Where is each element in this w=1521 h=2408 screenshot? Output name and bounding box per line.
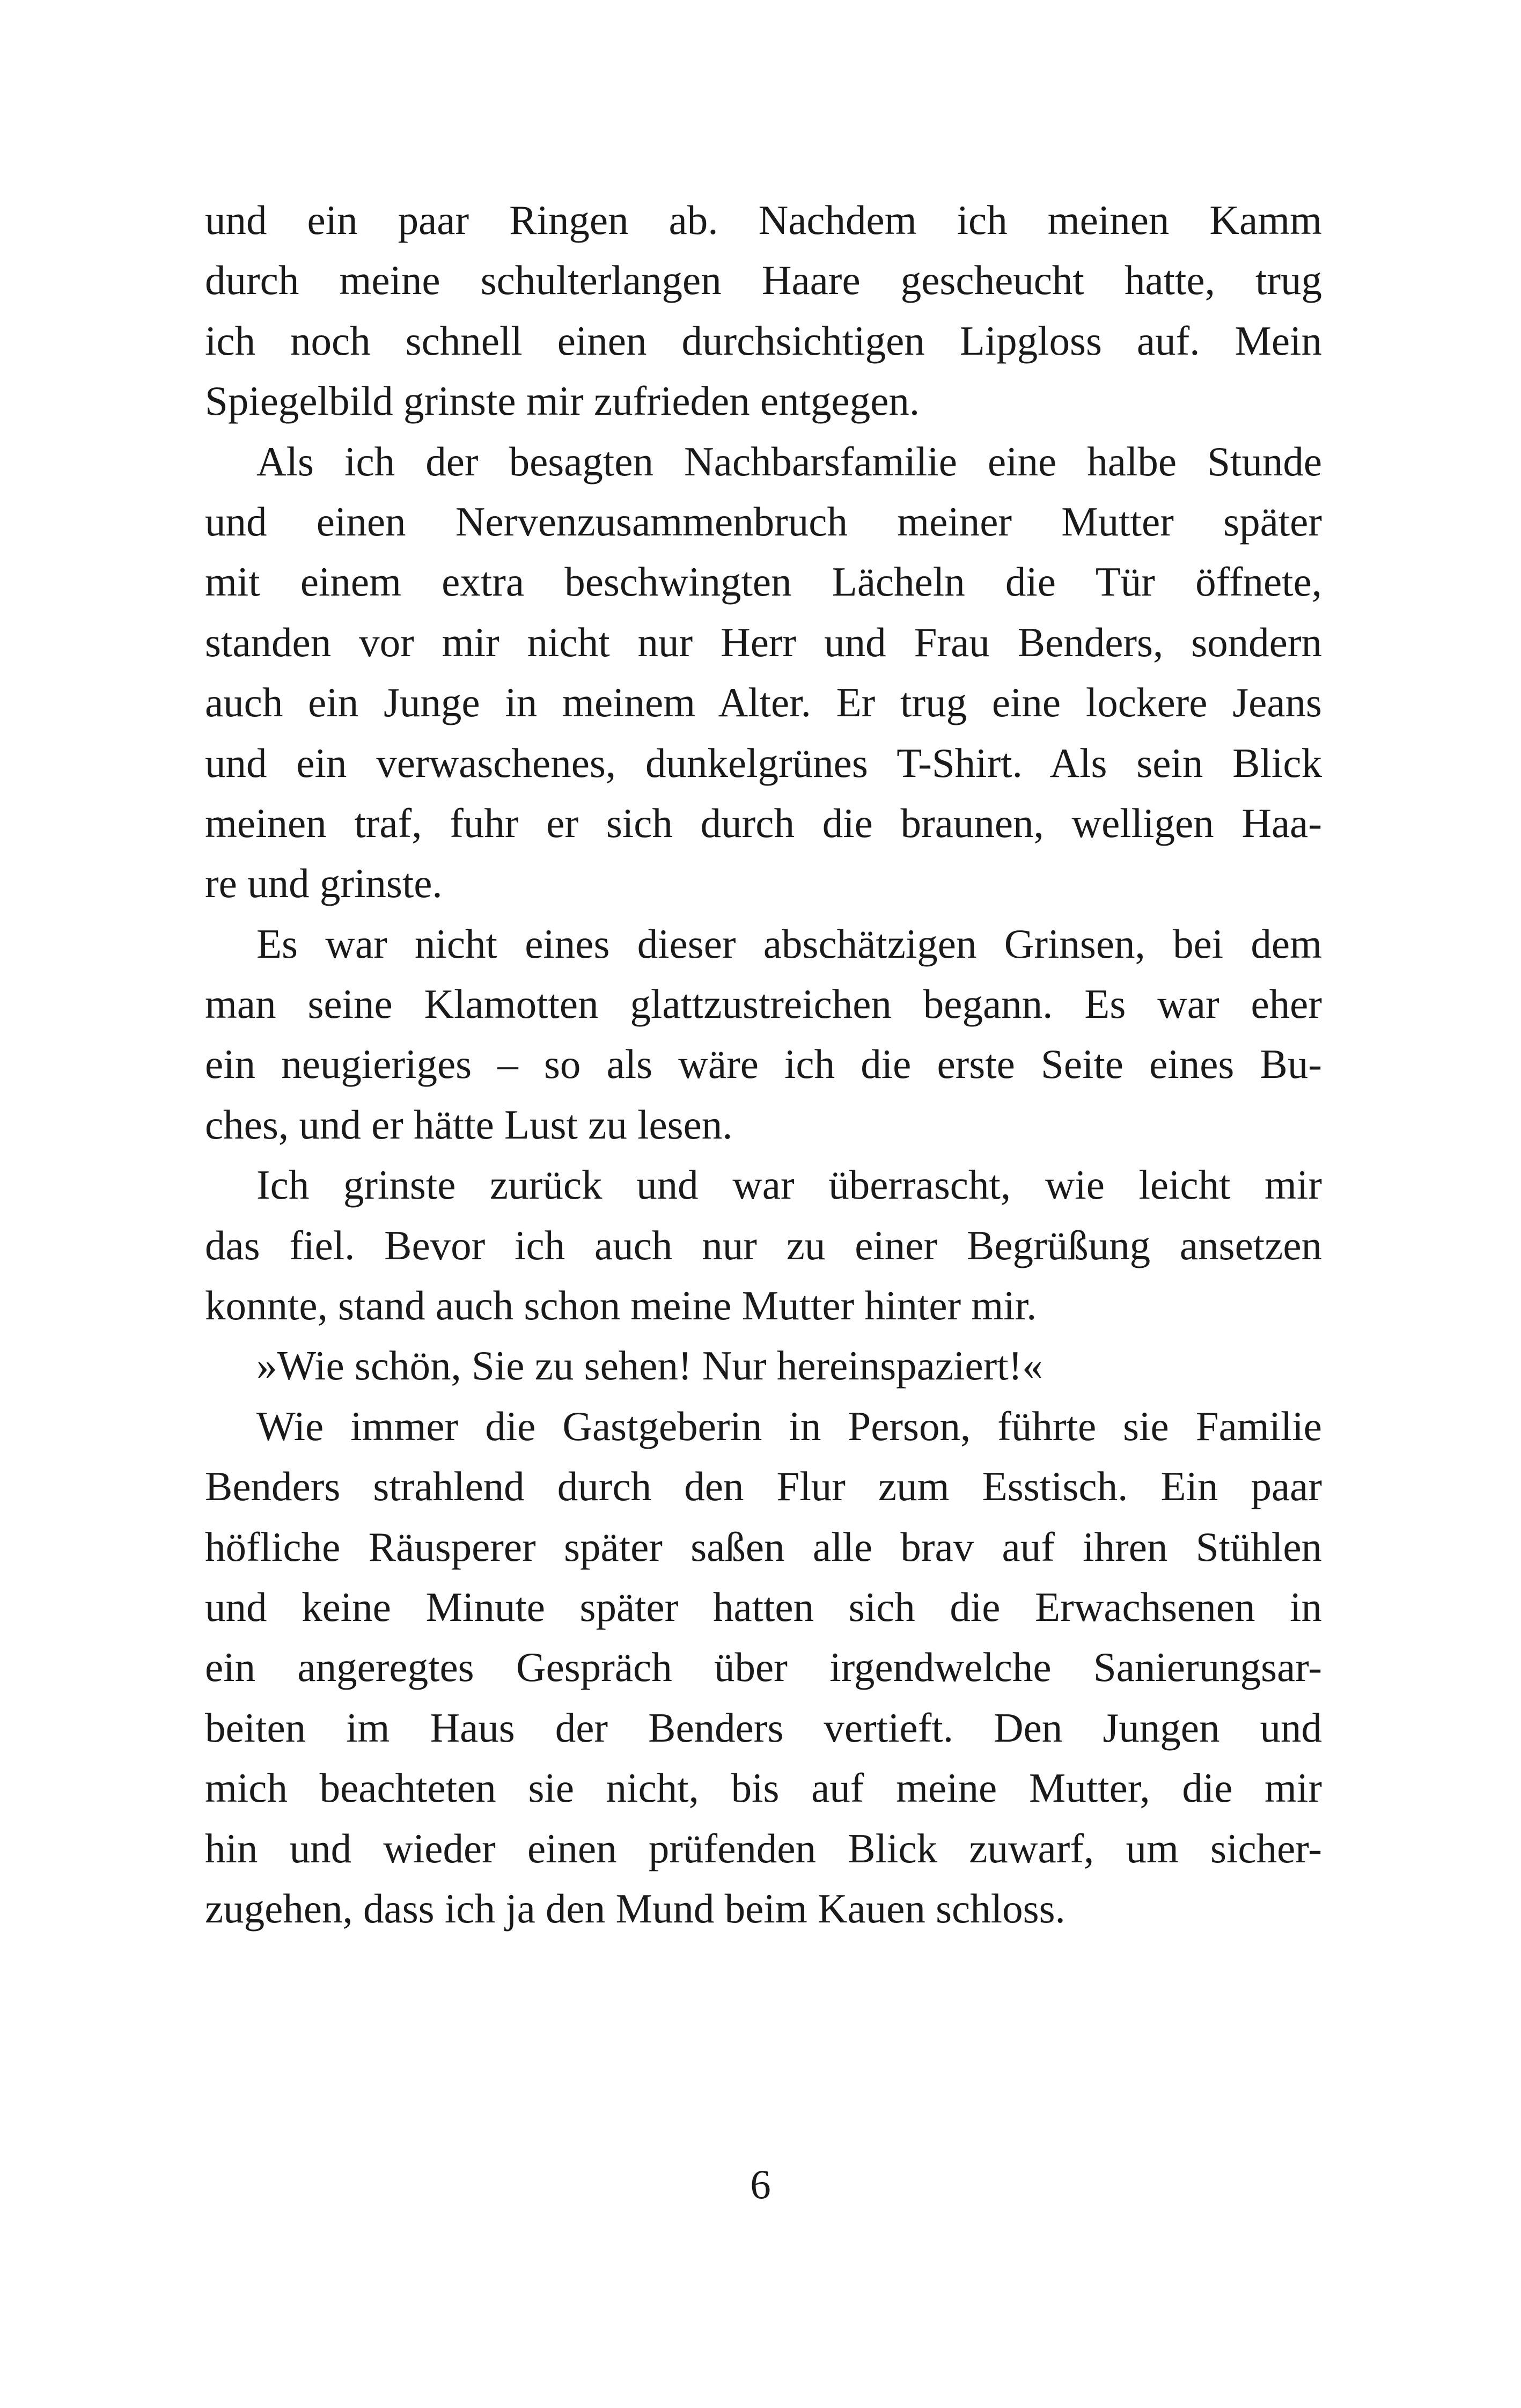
text-line: re und grinste. — [205, 860, 443, 907]
text-line: Spiegelbild grinste mir zufrieden entgegen. — [205, 378, 920, 424]
body-text — [205, 190, 1322, 1939]
text-line: konnte, stand auch schon meine Mutter hinter mir. — [205, 1282, 1037, 1329]
text-line: ein neugieriges – so als wäre ich die erste Seite eines Bu- — [205, 1041, 1322, 1088]
text-line: Ich grinste zurück und war überrascht, wie leicht mir — [256, 1162, 1322, 1208]
text-line: »Wie schön, Sie zu sehen! Nur hereinspaziert!« — [256, 1342, 1043, 1389]
page-number: 6 — [750, 2161, 771, 2207]
text-line: ein angeregtes Gespräch über irgendwelche Sanierungsar- — [205, 1644, 1322, 1691]
text-line: zugehen, dass ich ja den Mund beim Kauen schloss. — [205, 1885, 1066, 1932]
text-line: ches, und er hätte Lust zu lesen. — [205, 1101, 733, 1148]
text-line: und einen Nervenzusammenbruch meiner Mutter später — [205, 498, 1322, 545]
text-line: mich beachteten sie nicht, bis auf meine Mutter, die mir — [205, 1765, 1322, 1811]
text-line: Benders strahlend durch den Flur zum Esstisch. Ein paar — [205, 1463, 1322, 1510]
text-line: Es war nicht eines dieser abschätzigen Grinsen, bei dem — [256, 920, 1322, 967]
text-line: und ein verwaschenes, dunkelgrünes T-Shirt. Als sein Blick — [205, 739, 1322, 786]
text-line: mit einem extra beschwingten Lächeln die Tür öffnete, — [205, 559, 1322, 605]
text-line: hin und wieder einen prüfenden Blick zuwarf, um sicher- — [205, 1825, 1322, 1871]
text-line: das fiel. Bevor ich auch nur zu einer Begrüßung ansetzen — [205, 1222, 1322, 1268]
text-line: man seine Klamotten glattzustreichen begann. Es war eher — [205, 981, 1322, 1027]
text-line: und ein paar Ringen ab. Nachdem ich meinen Kamm — [205, 197, 1322, 243]
text-line: beiten im Haus der Benders vertieft. Den Jungen und — [205, 1704, 1322, 1751]
text-line: auch ein Junge in meinem Alter. Er trug eine lockere Jeans — [205, 679, 1322, 726]
text-line: und keine Minute später hatten sich die Erwachsenen in — [205, 1583, 1322, 1630]
text-line: standen vor mir nicht nur Herr und Frau Benders, sondern — [205, 619, 1322, 665]
text-line: höfliche Räusperer später saßen alle brav auf ihren Stühlen — [205, 1523, 1322, 1570]
text-line: Als ich der besagten Nachbarsfamilie eine halbe Stunde — [256, 438, 1322, 484]
text-line: ich noch schnell einen durchsichtigen Lipgloss auf. Mein — [205, 317, 1322, 364]
text-line: meinen traf, fuhr er sich durch die braunen, welligen Haa- — [205, 799, 1322, 846]
text-line: Wie immer die Gastgeberin in Person, führte sie Familie — [256, 1403, 1322, 1449]
text-line: durch meine schulterlangen Haare gescheucht hatte, trug — [205, 257, 1322, 304]
